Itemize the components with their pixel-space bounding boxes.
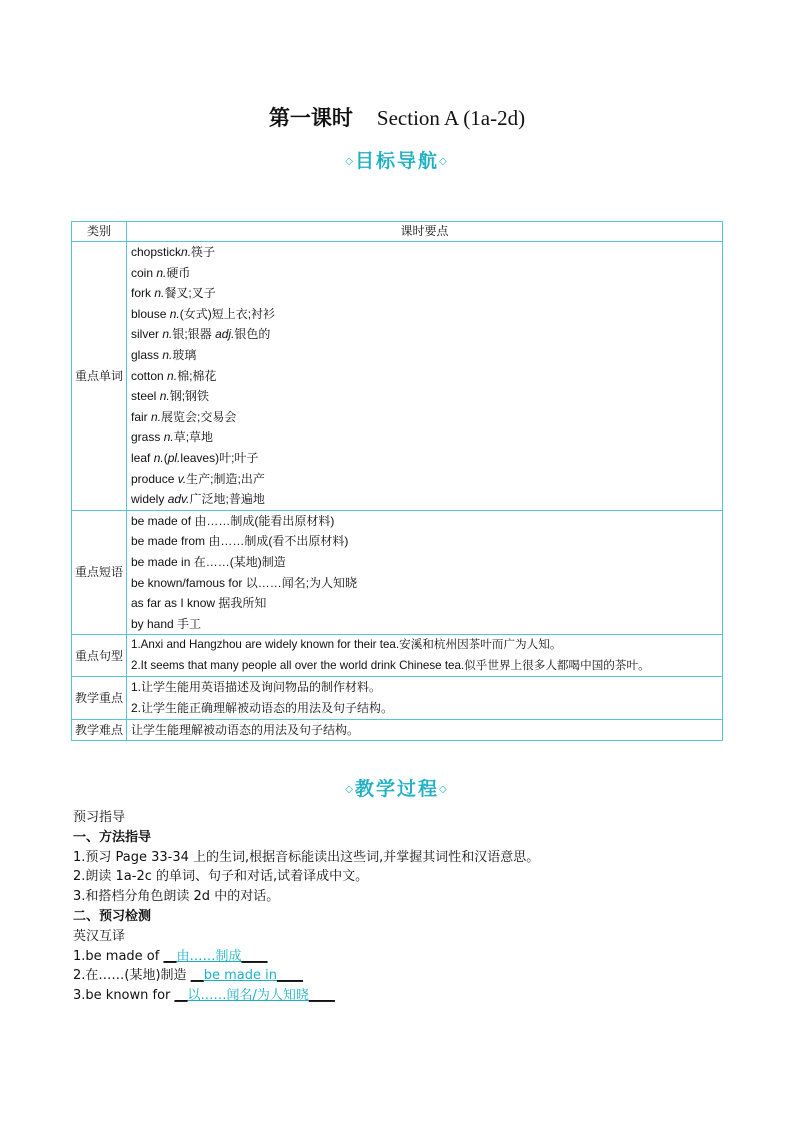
key-point-item: 1.让学生能用英语描述及询问物品的制作材料。 [131,680,382,695]
sentences-row [72,635,723,677]
key-point-item: 2.让学生能正确理解被动语态的用法及句子结构。 [131,701,394,716]
word-item: cotton n.棉;棉花 [131,368,217,383]
translate-title: 英汉互译 [73,928,126,944]
process-banner [0,774,794,801]
exercise-item: 1.be made of __由……制成____ [73,948,268,964]
word-item: silver n.银;银器 adj.银色的 [131,327,271,342]
word-item: coin n.硬币 [131,265,191,280]
phrase-item: be known/famous for 以……闻名;为人知晓 [131,575,358,590]
diamond-icon: ◇ [345,784,355,795]
method-item: 1.预习 Page 33-34 上的生词,根据音标能读出这些词,并掌握其词性和汉语意思。 [73,849,540,865]
word-item: fair n.展览会;交易会 [131,409,237,424]
lesson-title [0,104,794,132]
goals-banner [0,146,794,173]
process-banner-text: 教学过程 [354,778,439,800]
exercise-item: 3.be known for __以……闻名/为人知晓____ [73,988,335,1004]
sentences-content [127,635,723,677]
answer-text: 以……闻名/为人知晓 [187,988,309,1004]
phrase-item: be made of 由……制成(能看出原材料) [131,513,335,528]
phrase-item: as far as I know 据我所知 [131,596,267,611]
header-content: 课时要点 [127,222,723,242]
difficulty-item: 让学生能理解被动语态的用法及句子结构。 [131,722,360,737]
diamond-icon: ◇ [439,784,449,795]
header-category: 类别 [72,222,127,242]
answer-text: 由……制成 [176,948,242,964]
word-item: widely adv.广泛地;普遍地 [131,492,265,507]
word-item: produce v.生产;制造;出产 [131,471,265,486]
word-item: steel n.钢;钢铁 [131,389,210,404]
check-title: 二、预习检测 [73,908,152,924]
diamond-icon: ◇ [345,156,355,167]
key-points-category: 教学重点 [72,677,127,719]
goals-banner-text: 目标导航 [354,150,439,172]
lesson-title-cn: 第一课时 [268,106,353,130]
words-category: 重点单词 [72,242,127,511]
method-item: 2.朗读 1a-2c 的单词、句子和对话,试着译成中文。 [73,869,369,885]
sentences-category: 重点句型 [72,635,127,677]
word-item: fork n.餐叉;叉子 [131,286,216,301]
phrases-content [127,510,723,635]
process-section [73,808,539,1006]
preview-title: 预习指导 [73,810,126,825]
key-points-row [72,677,723,719]
phrase-item: by hand 手工 [131,616,202,631]
sentence-item: 2.It seems that many people all over the world drink Chinese tea.似乎世界上很多人都喝中国的茶叶。 [131,658,650,672]
word-item: grass n.草;草地 [131,430,214,445]
table-header-row [72,222,723,242]
word-item: blouse n.(女式)短上衣;衬衫 [131,306,276,321]
difficulties-row [72,719,723,741]
words-row [72,242,723,511]
word-item: glass n.玻璃 [131,347,197,362]
difficulties-content [127,719,723,741]
words-content [127,242,723,511]
sentence-item: 1.Anxi and Hangzhou are widely known for their tea.安溪和杭州因茶叶而广为人知。 [131,638,562,652]
word-item: chopstickn.筷子 [131,245,216,259]
difficulties-category: 教学难点 [72,719,127,741]
key-points-content [127,677,723,719]
phrases-category: 重点短语 [72,510,127,635]
lesson-title-en: Section A (1a-2d) [376,106,526,130]
diamond-icon: ◇ [439,156,449,167]
answer-text: be made in [203,968,277,984]
phrases-row [72,510,723,635]
lesson-plan-table [71,221,723,741]
word-item: leaf n.(pl.leaves)叶;叶子 [131,450,259,465]
method-item: 3.和搭档分角色朗读 2d 中的对话。 [73,889,280,905]
phrase-item: be made from 由……制成(看不出原材料) [131,534,349,549]
exercise-item: 2.在……(某地)制造 __be made in____ [73,968,303,984]
method-title: 一、方法指导 [73,829,152,845]
phrase-item: be made in 在……(某地)制造 [131,554,286,569]
